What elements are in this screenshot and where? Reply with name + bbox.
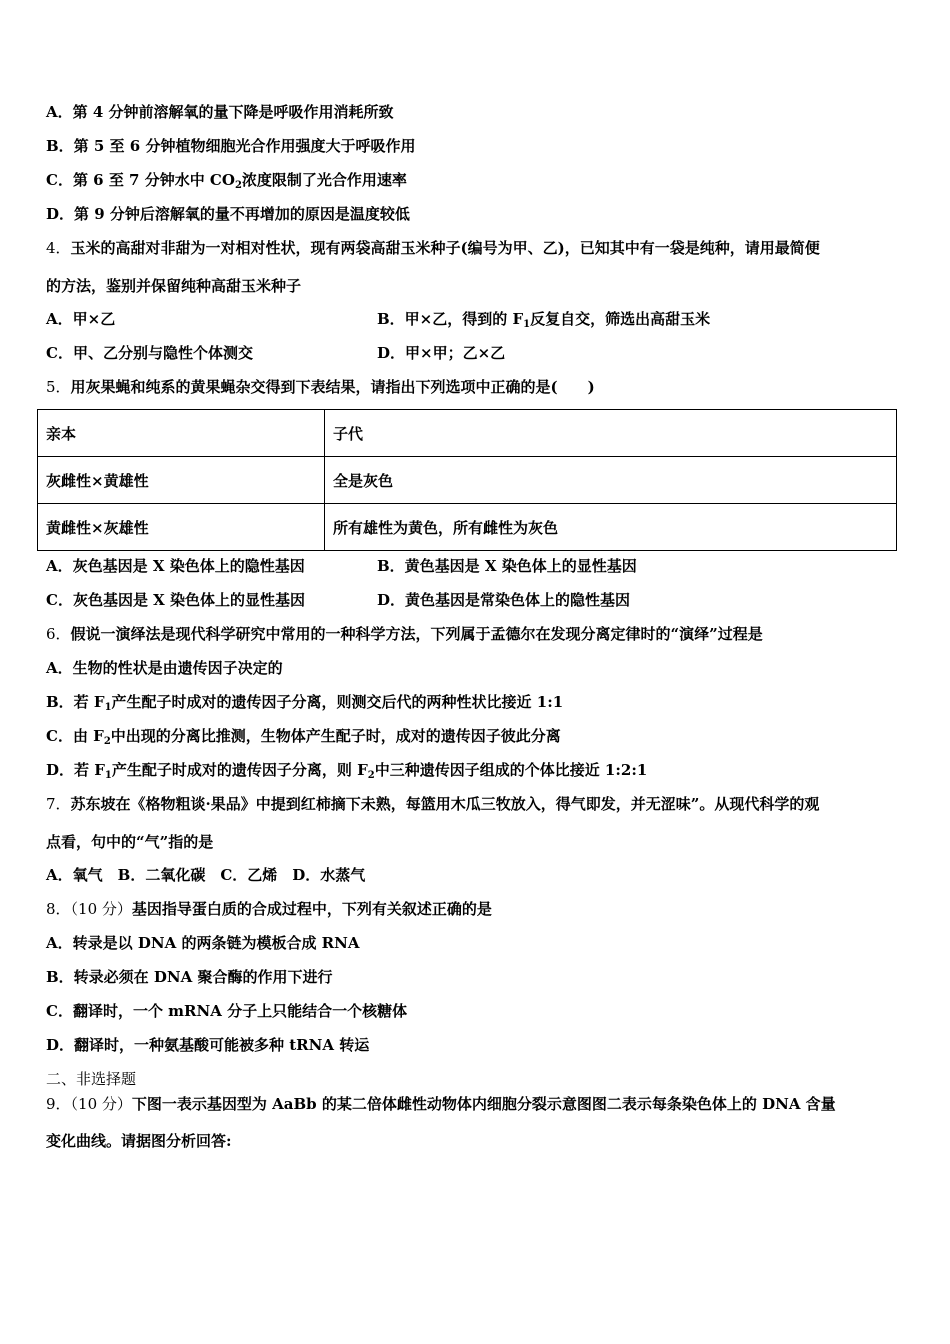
- q9-stem-text1: 下图一表示基因型为 AaBb 的某二倍体雌性动物体内细胞分裂示意图图二表示每条染色体上的 DNA 含量: [131, 1095, 836, 1113]
- q3-option-c-text: C．第 6 至 7 分钟水中 CO: [46, 171, 235, 189]
- table-header-parent: 亲本: [38, 410, 325, 457]
- q4-option-b-text-end: 反复自交，筛选出高甜玉米: [530, 310, 711, 328]
- q8-stem-text: 基因指导蛋白质的合成过程中，下列有关叙述正确的是: [131, 900, 492, 918]
- q3-option-c: [46, 170, 407, 196]
- q5-number: 5．: [46, 378, 71, 396]
- section-heading: 二、非选择题: [46, 1070, 137, 1088]
- q6-option-c-text: C．由 F: [46, 727, 104, 745]
- q7-number: 7．: [46, 795, 71, 813]
- q4-number: 4．: [46, 239, 71, 257]
- q3-option-d: D．第 9 分钟后溶解氧的量不再增加的原因是温度较低: [46, 205, 410, 223]
- q4-stem-text1: 玉米的高甜对非甜为一对相对性状，现有两袋高甜玉米种子(编号为甲、乙)，已知其中有一袋是纯种，请用最简便: [70, 239, 820, 257]
- q5-option-a: A．灰色基因是 X 染色体上的隐性基因: [46, 557, 305, 575]
- q6-option-b-subscript: 1: [104, 702, 112, 713]
- q6-option-d: [46, 760, 647, 786]
- q4-stem-line1: [46, 238, 820, 258]
- q9-stem-line2: 变化曲线。请据图分析回答:: [46, 1132, 232, 1150]
- q6-option-b-text: B．若 F: [46, 693, 105, 711]
- table-header-offspring: 子代: [325, 410, 897, 457]
- q6-stem: [46, 624, 763, 644]
- q4-option-b: [377, 309, 710, 335]
- q4-stem-line2: 的方法，鉴别并保留纯种高甜玉米种子: [46, 277, 302, 295]
- q6-number: 6．: [46, 625, 71, 643]
- q4-option-b-text: B．甲×乙，得到的 F: [377, 310, 524, 328]
- q4-options-row2: [46, 343, 906, 363]
- q6-stem-text: 假说一演绎法是现代科学研究中常用的一种科学方法，下列属于孟德尔在发现分离定律时的“演绎”过程是: [70, 625, 763, 643]
- q3-option-a: A．第 4 分钟前溶解氧的量下降是呼吸作用消耗所致: [46, 103, 394, 121]
- q9-number: 9．: [46, 1095, 71, 1113]
- table-cell-offspring: 所有雄性为黄色，所有雌性为灰色: [325, 504, 897, 551]
- q4-options-row1: [46, 309, 906, 329]
- q3-option-c-text-end: 浓度限制了光合作用速率: [241, 171, 407, 189]
- q8-number: 8．: [46, 900, 71, 918]
- q9-stem-line1: [46, 1094, 836, 1114]
- q6-option-a: A．生物的性状是由遗传因子决定的: [46, 659, 283, 677]
- table-row: [38, 410, 897, 457]
- q9-score: （10 分）: [70, 1095, 132, 1113]
- q8-score: （10 分）: [70, 900, 132, 918]
- q8-option-c: C．翻译时，一个 mRNA 分子上只能结合一个核糖体: [46, 1002, 408, 1020]
- q4-option-c: C．甲、乙分别与隐性个体测交: [46, 344, 253, 362]
- table-cell-parent: 灰雌性×黄雄性: [38, 457, 325, 504]
- q4-option-a: A．甲×乙: [46, 310, 116, 328]
- q6-option-b-text-end: 产生配子时成对的遗传因子分离，则测交后代的两种性状比接近 1:1: [111, 693, 564, 711]
- q7-options: A．氧气 B．二氧化碳 C．乙烯 D．水蒸气: [46, 866, 366, 884]
- q3-option-b: B．第 5 至 6 分钟植物细胞光合作用强度大于呼吸作用: [46, 137, 416, 155]
- q8-option-b: B．转录必须在 DNA 聚合酶的作用下进行: [46, 968, 333, 986]
- q6-option-c-subscript: 2: [103, 736, 111, 747]
- q6-option-d-text: D．若 F: [46, 761, 105, 779]
- q5-options-row2: [46, 590, 906, 610]
- q5-option-c: C．灰色基因是 X 染色体上的显性基因: [46, 591, 306, 609]
- table-row: [38, 457, 897, 504]
- q6-option-d-subscript2: 2: [367, 770, 375, 781]
- q6-option-d-subscript: 1: [104, 770, 112, 781]
- q5-options-row1: [46, 556, 906, 576]
- q6-option-b: [46, 692, 563, 718]
- q6-option-c-text-end: 中出现的分离比推测，生物体产生配子时，成对的遗传因子彼此分离: [110, 727, 561, 745]
- table-cell-parent: 黄雌性×灰雄性: [38, 504, 325, 551]
- q5-stem-text: 用灰果蝇和纯系的黄果蝇杂交得到下表结果，请指出下列选项中正确的是( ): [70, 378, 595, 396]
- q8-option-a: A．转录是以 DNA 的两条链为模板合成 RNA: [46, 934, 360, 952]
- q3-option-c-subscript: 2: [234, 180, 242, 191]
- q7-stem-line2: 点看，句中的“气”指的是: [46, 833, 214, 851]
- q5-table: [37, 409, 897, 551]
- q4-option-d: D．甲×甲；乙×乙: [377, 344, 506, 362]
- table-cell-offspring: 全是灰色: [325, 457, 897, 504]
- q7-stem-line1: [46, 794, 819, 814]
- q6-option-d-text-mid: 产生配子时成对的遗传因子分离，则 F: [111, 761, 368, 779]
- q5-option-b: B．黄色基因是 X 染色体上的显性基因: [377, 557, 637, 575]
- q8-option-d: D．翻译时，一种氨基酸可能被多种 tRNA 转运: [46, 1036, 370, 1054]
- q6-option-c: [46, 726, 561, 752]
- table-row: [38, 504, 897, 551]
- q4-option-b-subscript: 1: [523, 319, 531, 330]
- q7-stem-text1: 苏东坡在《格物粗谈·果品》中提到红柿摘下未熟，每篮用木瓜三牧放入，得气即发，并无涩味”。从现代科学的观: [70, 795, 820, 813]
- q6-option-d-text-end: 中三种遗传因子组成的个体比接近 1:2:1: [374, 761, 648, 779]
- q8-stem: [46, 899, 492, 919]
- q5-stem: [46, 377, 595, 397]
- q5-option-d: D．黄色基因是常染色体上的隐性基因: [377, 591, 631, 609]
